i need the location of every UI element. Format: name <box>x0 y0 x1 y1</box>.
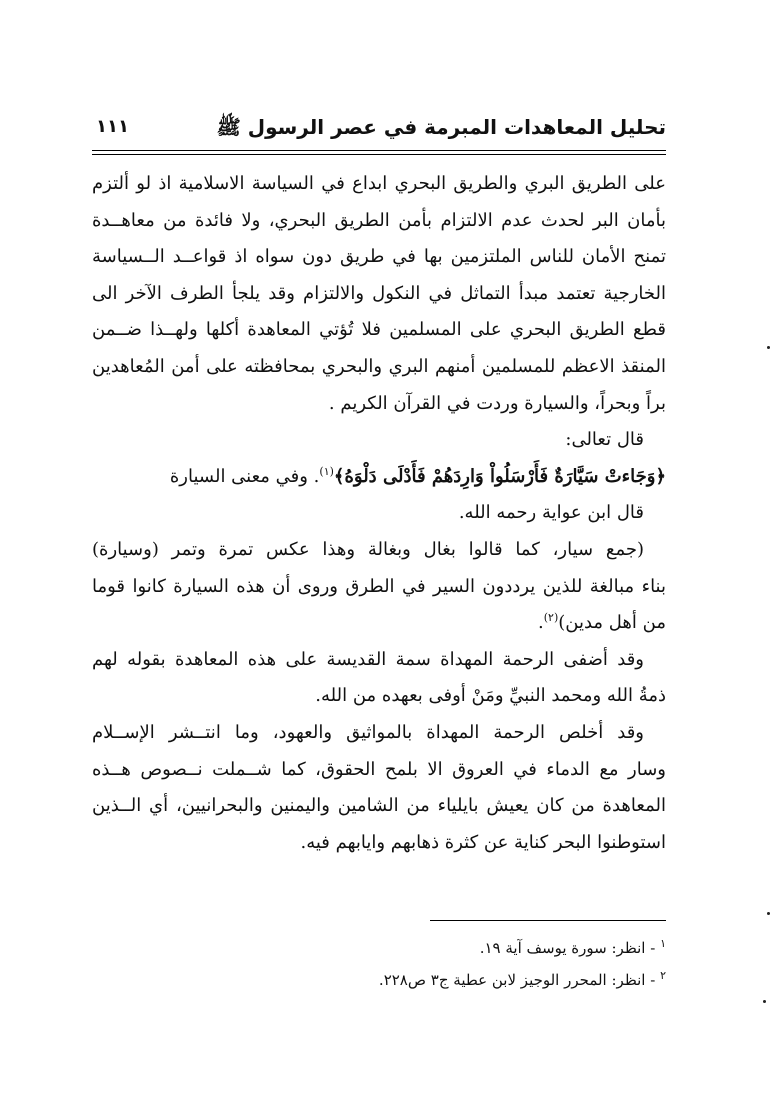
header-rule-bottom <box>92 154 666 155</box>
body-text <box>92 166 666 861</box>
scan-speck <box>767 346 770 349</box>
page-header <box>92 112 666 142</box>
text-line: المعاهدة من كان يعيش بايلياء من الشامين واليمنين والبحرانيين، أي الــذين <box>92 795 666 817</box>
text-line: (جمع سيار، كما قالوا بغال وبغالة وهذا عكس تمرة وتمر (وسيارة) <box>92 538 644 560</box>
footnote-ref-1: (١) <box>319 464 334 478</box>
text-line: استوطنوا البحر كناية عن كثرة ذهابهم وايابهم فيه. <box>300 831 666 853</box>
footnote-text: - انظر: سورة يوسف آية ١٩. <box>479 939 661 957</box>
qala-line: قال تعالى: <box>565 429 644 451</box>
header-title: تحليل المعاهدات المبرمة في عصر الرسول ﷺ <box>216 115 666 139</box>
text-line: على الطريق البري والطريق البحري ابداع في السياسة الاسلامية اذ لو ألتزم <box>92 173 666 194</box>
text-line: تمنح الأمان للناس الملتزمين بها في طريق دون سواه اذ قواعــد الــسياسة <box>92 246 666 268</box>
text-line: ذمةُ الله ومحمد النبيِّ ومَنْ أوفى بعهده من الله. <box>315 685 666 707</box>
text-line: بناء مبالغة للذين يرددون السير في الطرق وروى أن هذه السيارة كانوا قوما <box>92 575 666 597</box>
footnote-separator <box>430 920 666 921</box>
quran-line <box>92 459 666 496</box>
quran-after-text: . وفي معنى السيارة <box>169 465 320 487</box>
scan-speck <box>763 1000 766 1003</box>
footnotes <box>92 932 666 996</box>
para2-last-text: من أهل مدين) <box>558 612 666 634</box>
text-line: المنقذ الاعظم للمسلمين أمنهم البري والبحري بمحافظته على أمن المُعاهدين <box>92 355 666 377</box>
text-line <box>92 605 666 642</box>
scan-speck <box>767 912 770 915</box>
footnote-marker: ٢ <box>660 969 666 982</box>
text-line: بأمان البر لحدث عدم الالتزام بأمن الطريق البحري، ولا فائدة من معاهــدة <box>92 209 666 231</box>
text-line: قطع الطريق البحري على المسلمين فلا تُؤتي المعاهدة أكلها ولهــذا ضــمن <box>92 319 666 341</box>
text-line: وسار مع الدماء في العروق الا بلمح الحقوق، كما شــملت نــصوص هــذه <box>92 758 666 780</box>
footnote-1 <box>92 932 666 964</box>
para2-end-mark: . <box>538 612 544 634</box>
quran-verse: ﴿وَجَاءتْ سَيَّارَةٌ فَأَرْسَلُواْ وَارِدَهُمْ فَأَدْلَى دَلْوَهُ﴾ <box>333 465 666 487</box>
text-line: الخارجية تعتمد مبدأ التماثل في النكول والالتزام وقد يلجأ الطرف الآخر الى <box>92 282 666 304</box>
text-line: قال ابن عواية رحمه الله. <box>458 502 644 524</box>
footnote-2 <box>92 964 666 996</box>
header-rule-top <box>92 150 666 151</box>
footnote-text: - انظر: المحرر الوجيز لابن عطية ج٣ ص٢٢٨. <box>378 971 661 989</box>
footnote-ref-2: (٢) <box>543 611 559 625</box>
footnote-marker: ١ <box>660 937 666 950</box>
page-number: ١١١ <box>96 116 129 137</box>
text-line: وقد أخلص الرحمة المهداة بالمواثيق والعهود، وما انتــشر الإســلام <box>92 721 644 743</box>
text-line: براً وبحراً، والسيارة وردت في القرآن الكريم . <box>328 392 666 414</box>
text-line: وقد أضفى الرحمة المهداة سمة القديسة على هذه المعاهدة بقوله لهم <box>92 648 644 670</box>
